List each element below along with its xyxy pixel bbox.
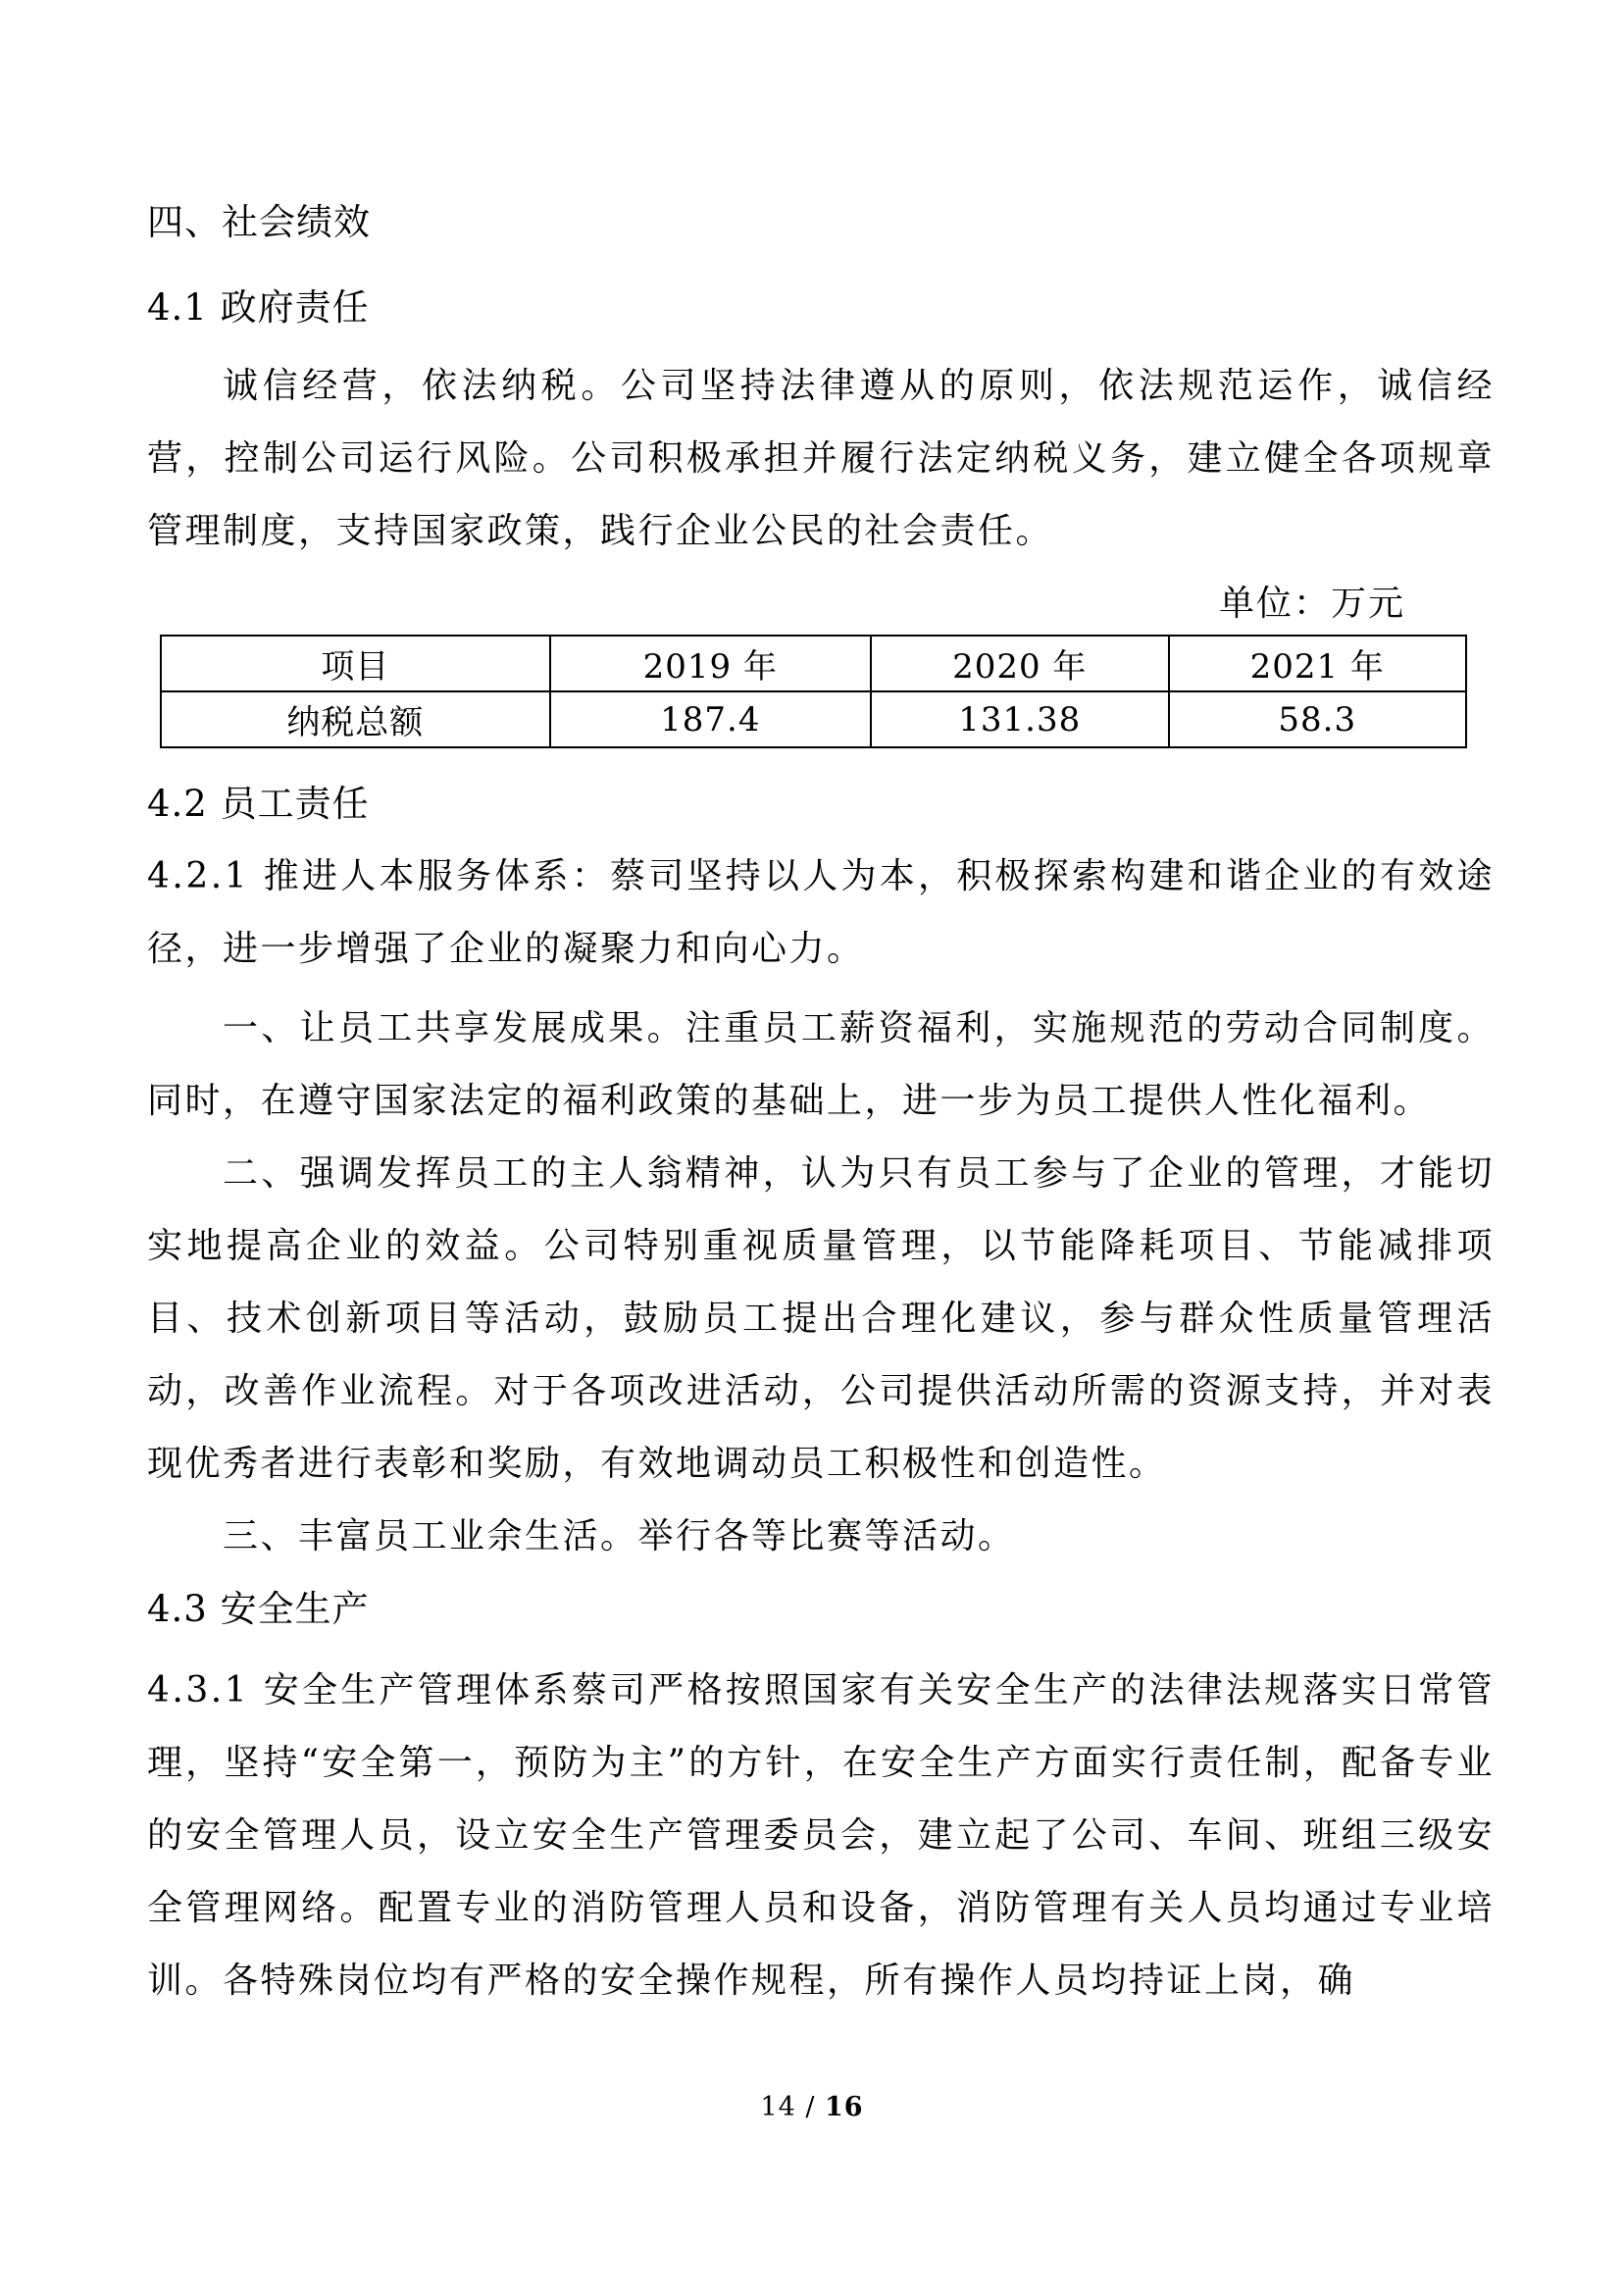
table-unit-label: 单位：万元	[1218, 584, 1405, 624]
page-content	[147, 186, 1495, 2017]
table-cell-2020-value: 131.38	[871, 691, 1168, 747]
para-item-1-shared-development: 一、让员工共享发展成果。注重员工薪资福利，实施规范的劳动合同制度。同时，在遵守国家法定的福利政策的基础上，进一步为员工提供人性化福利。	[147, 1008, 1495, 1121]
footer-page-separator: /	[795, 2092, 826, 2122]
table-header-2020: 2020 年	[871, 636, 1168, 691]
table-row-total-tax	[161, 691, 1466, 747]
table-header-row	[161, 636, 1466, 691]
table-cell-2019-value: 187.4	[550, 691, 871, 747]
table-header-2019: 2019 年	[550, 636, 871, 691]
para-4-3-1-safety-management: 4.3.1 安全生产管理体系蔡司严格按照国家有关安全生产的法律法规落实日常管理，坚持“安全第一，预防为主”的方针，在安全生产方面实行责任制，配备专业的安全管理人员，设立安全生产管理委员会，建立起了公司、车间、班组三级安全管理网络。配置专业的消防管理人员和设备，消防管理有关人员均通过专业培训。各特殊岗位均有严格的安全操作规程，所有操作人员均持证上岗，确	[147, 1670, 1495, 2001]
para-tax-compliance: 诚信经营，依法纳税。公司坚持法律遵从的原则，依法规范运作，诚信经营，控制公司运行风险。公司积极承担并履行法定纳税义务，建立健全各项规章管理制度，支持国家政策，践行企业公民的社会责任。	[147, 366, 1495, 551]
footer-page-total: 16	[825, 2092, 864, 2122]
table-header-2021: 2021 年	[1169, 636, 1467, 691]
footer-page-current: 14	[760, 2092, 796, 2122]
table-cell-row-label: 纳税总额	[161, 691, 550, 747]
heading-4-3-work-safety: 4.3 安全生产	[147, 1588, 370, 1630]
tax-amount-table	[160, 635, 1467, 748]
para-item-2-ownership-spirit: 二、强调发挥员工的主人翁精神，认为只有员工参与了企业的管理，才能切实地提高企业的效益。公司特别重视质量管理，以节能降耗项目、节能减排项目、技术创新项目等活动，鼓励员工提出合理化建议，参与群众性质量管理活动，改善作业流程。对于各项改进活动，公司提供活动所需的资源支持，并对表现优秀者进行表彰和奖励，有效地调动员工积极性和创造性。	[147, 1153, 1495, 1484]
para-4-2-1-human-service: 4.2.1 推进人本服务体系：蔡司坚持以人为本，积极探索构建和谐企业的有效途径，进一步增强了企业的凝聚力和向心力。	[147, 856, 1495, 969]
page-footer	[0, 2091, 1624, 2124]
table-header-item: 项目	[161, 636, 550, 691]
para-item-3-leisure-life: 三、丰富员工业余生活。举行各等比赛等活动。	[223, 1516, 1016, 1556]
heading-4-1-government-responsibility: 4.1 政府责任	[147, 286, 370, 329]
section-heading-4: 四、社会绩效	[147, 201, 371, 243]
heading-4-2-employee-responsibility: 4.2 员工责任	[147, 783, 370, 825]
table-cell-2021-value: 58.3	[1169, 691, 1467, 747]
